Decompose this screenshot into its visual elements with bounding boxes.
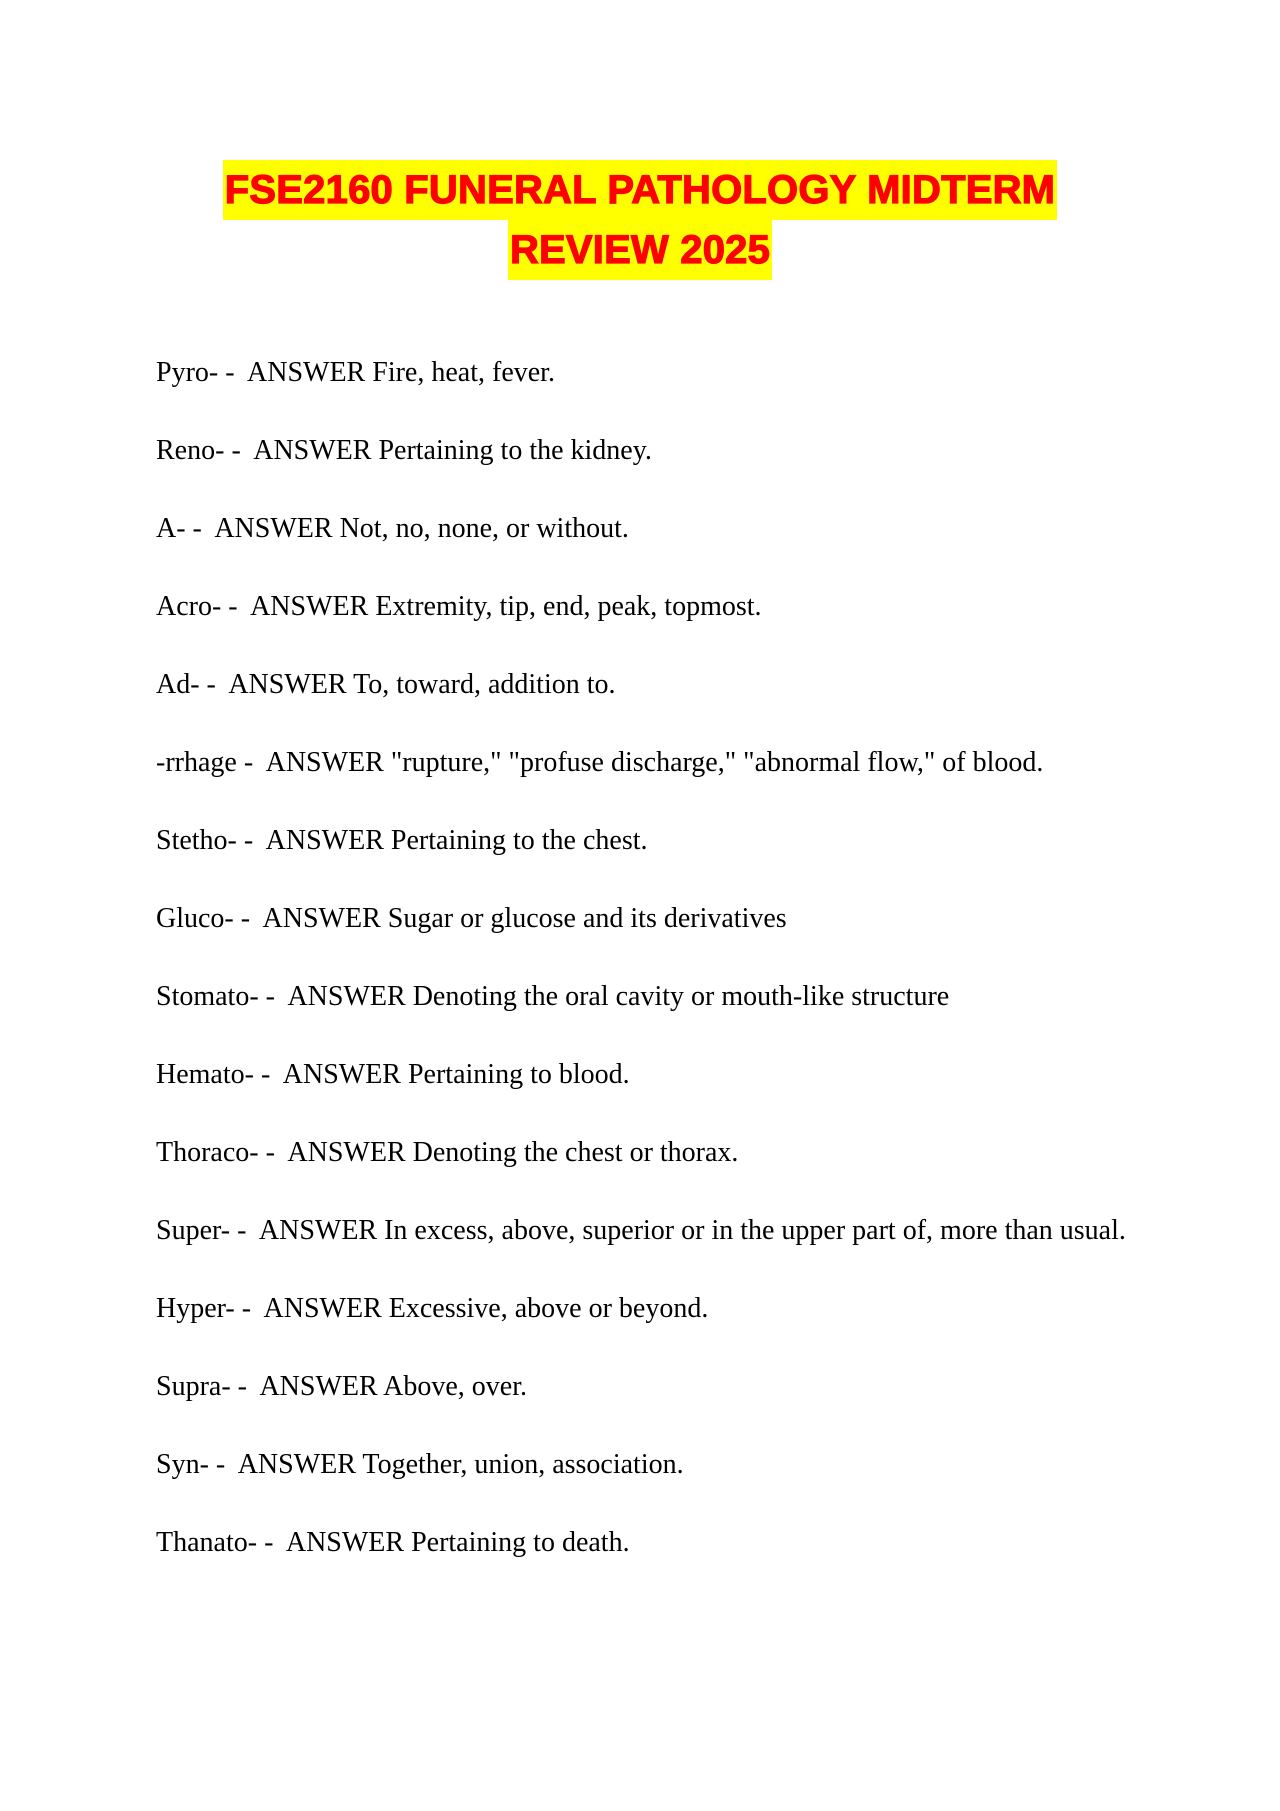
answer-label: ANSWER [250, 591, 369, 622]
list-item [156, 1133, 1136, 1172]
list-item [156, 509, 1136, 548]
title-line-1: FSE2160 FUNERAL PATHOLOGY MIDTERM [223, 160, 1057, 220]
entry-term: Pyro- [156, 357, 219, 388]
list-item [156, 1523, 1136, 1562]
list-item [156, 899, 1136, 938]
entry-separator: - [230, 1215, 259, 1246]
answer-label: ANSWER [282, 1059, 401, 1090]
entry-term: Ad- [156, 669, 200, 700]
entry-separator: - [234, 1293, 264, 1324]
entry-definition: "rupture," "profuse discharge," "abnormal flow," of blood. [390, 747, 1044, 778]
answer-label: ANSWER [247, 357, 366, 388]
answer-label: ANSWER [253, 435, 372, 466]
answer-label: ANSWER [259, 1371, 378, 1402]
entry-term: Stomato- [156, 981, 259, 1012]
entry-separator: - [185, 513, 215, 544]
answer-label: ANSWER [285, 1527, 405, 1558]
entry-separator: - [236, 825, 266, 856]
title-line-2: REVIEW 2025 [508, 220, 772, 280]
entry-term: Acro- [156, 591, 222, 622]
list-item [156, 431, 1136, 470]
answer-label: ANSWER [262, 903, 381, 934]
entry-definition: Together, union, association. [362, 1449, 684, 1480]
entry-separator: - [257, 1527, 286, 1558]
entry-separator: - [236, 747, 266, 778]
list-item [156, 977, 1136, 1016]
entry-separator: - [218, 357, 248, 388]
entry-definition: Pertaining to the chest. [390, 825, 648, 856]
answer-label: ANSWER [214, 513, 333, 544]
entry-definition: Denoting the oral cavity or mouth-like structure [412, 981, 950, 1012]
entry-term: -rrhage [156, 747, 237, 778]
entry-separator: - [233, 903, 263, 934]
entry-term: Thoraco- [156, 1137, 259, 1168]
entry-separator: - [208, 1449, 238, 1480]
list-item [156, 1289, 1136, 1328]
entry-definition: Sugar or glucose and its derivatives [387, 903, 787, 934]
entry-separator: - [221, 591, 251, 622]
entry-definition: Pertaining to death. [411, 1527, 630, 1558]
entry-definition: To, toward, addition to. [353, 669, 616, 700]
answer-label: ANSWER [287, 1137, 406, 1168]
list-item [156, 587, 1136, 626]
entry-term: Hyper- [156, 1293, 235, 1324]
entry-definition: Denoting the chest or thorax. [412, 1137, 739, 1168]
list-item [156, 1055, 1136, 1094]
entry-term: Syn- [156, 1449, 209, 1480]
entry-separator: - [253, 1059, 283, 1090]
answer-label: ANSWER [287, 981, 406, 1012]
entry-list [156, 353, 1136, 1601]
list-item [156, 1211, 1136, 1250]
entry-separator: - [224, 435, 254, 466]
entry-term: Supra- [156, 1371, 231, 1402]
list-item [156, 821, 1136, 860]
entry-separator: - [230, 1371, 260, 1402]
answer-label: ANSWER [265, 825, 384, 856]
entry-term: Hemato- [156, 1059, 254, 1090]
entry-definition: In excess, above, superior or in the upper part of, more than usual. [384, 1215, 1126, 1246]
entry-term: Gluco- [156, 903, 234, 934]
answer-label: ANSWER [237, 1449, 356, 1480]
entry-term: Stetho- [156, 825, 237, 856]
entry-separator: - [258, 1137, 288, 1168]
entry-term: Super- [156, 1215, 231, 1246]
answer-label: ANSWER [265, 747, 384, 778]
list-item [156, 1445, 1136, 1484]
entry-definition: Pertaining to the kidney. [378, 435, 652, 466]
entry-definition: Above, over. [383, 1371, 527, 1402]
list-item [156, 1367, 1136, 1406]
entry-separator: - [199, 669, 229, 700]
entry-definition: Not, no, none, or without. [339, 513, 629, 544]
answer-label: ANSWER [258, 1215, 378, 1246]
answer-label: ANSWER [263, 1293, 382, 1324]
answer-label: ANSWER [228, 669, 347, 700]
list-item [156, 353, 1136, 392]
document-title [0, 160, 1280, 280]
list-item [156, 743, 1136, 782]
list-item [156, 665, 1136, 704]
entry-definition: Excessive, above or beyond. [388, 1293, 709, 1324]
entry-definition: Fire, heat, fever. [372, 357, 555, 388]
entry-definition: Pertaining to blood. [407, 1059, 630, 1090]
entry-term: A- [156, 513, 186, 544]
entry-term: Reno- [156, 435, 225, 466]
entry-definition: Extremity, tip, end, peak, topmost. [375, 591, 762, 622]
entry-separator: - [258, 981, 288, 1012]
entry-term: Thanato- [156, 1527, 258, 1558]
